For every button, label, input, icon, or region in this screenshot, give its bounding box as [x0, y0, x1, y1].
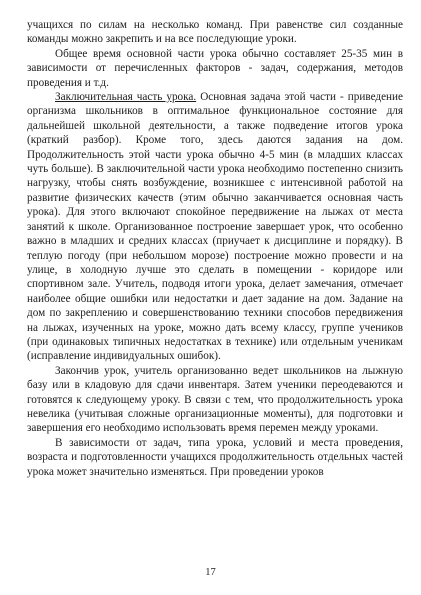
- page-number: 17: [205, 567, 216, 578]
- paragraph-main-part-duration: Общее время основной части урока обычно составляет 25-35 мин в зависимости от перечисленных факторов - задач, содержания, методов проведения и т.д.: [27, 47, 403, 89]
- section-heading-final-part: Заключительная часть урока.: [55, 91, 197, 104]
- paragraph-final-part: [27, 90, 403, 364]
- paragraph-part-durations: В зависимости от задач, типа урока, условий и места проведения, возраста и подготовленности учащихся продолжительность отдельных частей урока может значительно изменяться. При проведении уроков: [27, 436, 403, 478]
- paragraph-after-lesson: Закончив урок, учитель организованно ведет школьников на лыжную базу или в кладовую для сдачи инвентаря. Затем ученики переодеваются и готовятся к следующему уроку. В связи с тем, что продолжительность урока невелика (учитывая сложные организационные моменты), для подготовки и завершения его необходимо использовать время перемен между уроками.: [27, 364, 403, 435]
- paragraph-continuation: учащихся по силам на несколько команд. При равенстве сил созданные команды можно закрепить и на все последующие уроки.: [27, 19, 403, 46]
- paragraph-final-part-body: Основная задача этой части - приведение организма школьников в оптимальное функциональное состояние для дальнейшей школьной деятельности, а также подведение итогов урока (краткий разбор). Кроме того, здесь даются задания на дом. Продолжительность этой части урока обычно 4-5 мин (в младших классах чуть больше). В заключительной части урока необходимо постепенно снизить нагрузку, чтобы снять возбуждение, возникшее с интенсивной работой на развитие физических качеств (этим обычно заканчивается основная часть урока). Для этого включают спокойное передвижение на лыжах от места занятий к школе. Организованное построение завершает урок, что особенно важно в младших и средних классах (приучает к дисциплине и порядку). В теплую погоду (при небольшом морозе) построение можно провести и на улице, в холодную лучше это сделать в помещении - коридоре или спортивном зале. Учитель, подводя итоги урока, делает замечания, отмечает наиболее общие ошибки или недостатки и дает задание на дом. Задание на дом по закреплению и совершенствованию техники способов передвижения на лыжах, изученных на уроке, можно дать всему классу, группе учеников (при одинаковых типичных недостатках в технике) или отдельным ученикам (исправление индивидуальных ошибок).: [27, 91, 403, 363]
